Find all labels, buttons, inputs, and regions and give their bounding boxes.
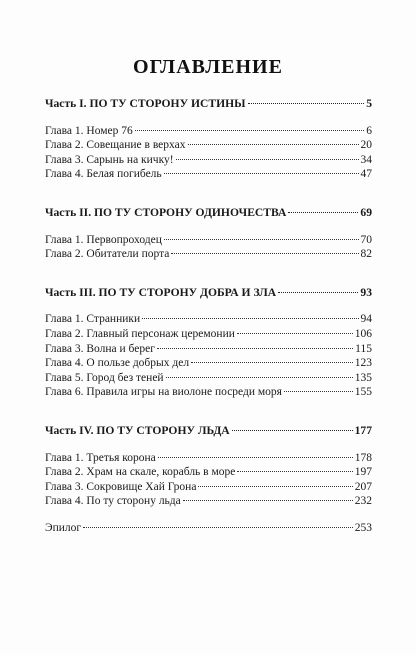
dot-leader [171,253,358,254]
chapter-title: Глава 3. Волна и берег [45,342,155,355]
page-number: 178 [354,451,372,464]
chapter-entry [45,451,372,466]
chapter-entry [45,494,372,509]
part-title: Часть IV. ПО ТУ СТОРОНУ ЛЬДА [45,423,230,437]
chapter-title: Глава 1. Третья корона [45,451,156,464]
page-number: 232 [354,495,372,508]
part-heading [45,424,372,439]
part-title: Часть II. ПО ТУ СТОРОНУ ОДИНОЧЕСТВА [45,205,287,219]
chapter-entry [45,153,372,168]
chapter-title: Глава 6. Правила игры на виолоне посреди моря [45,386,282,399]
dot-leader [158,457,353,458]
part-heading [45,97,372,112]
chapter-title: Глава 4. По ту сторону льда [45,495,181,508]
page-number: 115 [355,342,372,355]
part-1 [45,97,372,182]
chapter-title: Глава 1. Первопроходец [45,233,162,246]
chapter-entry [45,385,372,400]
dot-leader [135,130,365,131]
page-number: 207 [354,480,372,493]
chapter-title: Глава 2. Обитатели порта [45,248,170,261]
chapter-title: Глава 4. Белая погибель [45,168,162,181]
table-of-contents [45,97,372,535]
chapter-entry [45,342,372,357]
page-number: 34 [360,153,372,166]
page-number: 47 [360,168,372,181]
chapter-title: Глава 4. О пользе добрых дел [45,357,190,370]
chapter-title: Глава 2. Храм на скале, корабль в море [45,466,236,479]
page-number: 20 [360,139,372,152]
page-number: 70 [360,233,372,246]
part-title: Часть I. ПО ТУ СТОРОНУ ИСТИНЫ [45,97,246,110]
page-number: 177 [354,423,372,437]
dot-leader [237,333,353,334]
page-number: 106 [354,327,372,340]
dot-leader [188,144,359,145]
page-number: 155 [354,386,372,399]
dot-leader [237,471,352,472]
chapter-entry [45,124,372,139]
dot-leader [83,527,353,528]
page-number: 197 [354,466,372,479]
part-2 [45,206,372,262]
chapter-title: Глава 2. Совещание в верхах [45,139,186,152]
chapter-title: Глава 1. Странники [45,313,141,326]
chapter-entry [45,480,372,495]
dot-leader [183,500,353,501]
epilogue-entry [45,521,372,536]
dot-leader [157,348,353,349]
part-3 [45,286,372,400]
chapter-entry [45,312,372,327]
page-number: 253 [354,521,372,534]
dot-leader [288,212,358,213]
dot-leader [164,173,359,174]
chapter-entry [45,247,372,262]
page-number: 82 [360,248,372,261]
dot-leader [191,362,353,363]
chapter-entry [45,138,372,153]
chapter-title: Глава 5. Город без теней [45,371,164,384]
part-title: Часть III. ПО ТУ СТОРОНУ ДОБРА И ЗЛА [45,285,277,299]
chapter-entry [45,356,372,371]
dot-leader [198,486,352,487]
part-heading [45,286,372,301]
chapter-entry [45,233,372,248]
chapter-title: Глава 2. Главный персонаж церемонии [45,327,235,340]
page-number: 94 [360,313,372,326]
chapter-entry [45,327,372,342]
page-title: ОГЛАВЛЕНИЕ [133,56,283,78]
part-4 [45,424,372,509]
dot-leader [166,377,353,378]
page-number: 6 [366,124,372,137]
chapter-entry [45,371,372,386]
chapter-entry [45,167,372,182]
dot-leader [284,391,353,392]
page-number: 69 [360,205,372,219]
dot-leader [232,430,353,431]
dot-leader [248,103,365,104]
dot-leader [142,318,358,319]
dot-leader [278,292,358,293]
chapter-entry [45,465,372,480]
page-number: 135 [354,371,372,384]
chapter-title: Глава 3. Сокровище Хай Грона [45,480,197,493]
chapter-title: Глава 1. Номер 76 [45,124,133,137]
epilogue-title: Эпилог [45,521,82,534]
page-number: 93 [360,285,372,299]
page-number: 5 [366,97,372,110]
dot-leader [176,159,359,160]
page-number: 123 [354,357,372,370]
dot-leader [164,239,359,240]
part-heading [45,206,372,221]
chapter-title: Глава 3. Сарынь на кичку! [45,153,174,166]
